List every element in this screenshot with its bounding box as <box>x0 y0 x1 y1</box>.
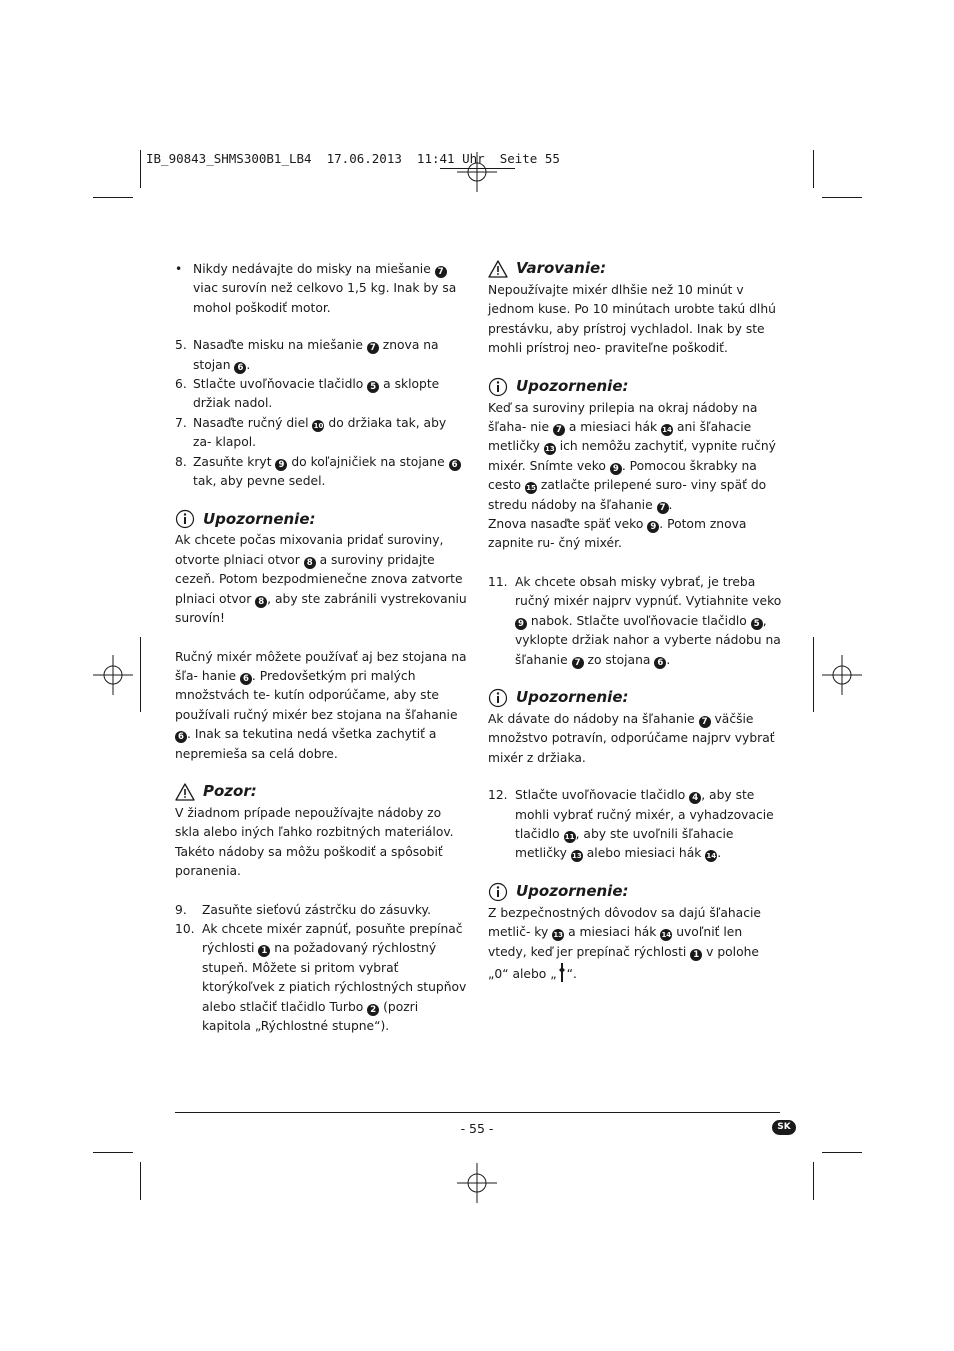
info-icon <box>488 377 510 397</box>
page-number: - 55 - <box>460 1121 494 1136</box>
part-number-badge: 9 <box>610 463 622 475</box>
part-number-badge: 6 <box>654 657 666 669</box>
print-header: IB_90843_SHMS300B1_LB4 17.06.2013 11:41 Uhr Seite 55 <box>146 151 560 166</box>
crop-mark <box>813 1162 814 1200</box>
part-number-badge: 15 <box>526 484 536 493</box>
step-item: 8. Zasuňte kryt 9 do koľajničiek na stojane 6 tak, aby pevne sedel. <box>175 453 467 492</box>
note-block: Upozornenie: Z bezpečnostných dôvodov sa dajú šľahacie metlič- ky 13 a miesiaci hák 14 uvoľniť len vtedy, keď jer prepínač rýchlosti 1 v polohe „0“ alebo „ “. <box>488 882 783 991</box>
part-number-badge: 6 <box>240 673 252 685</box>
footer-rule <box>175 1112 780 1113</box>
part-number-badge: 6 <box>175 731 187 743</box>
part-number-badge: 14 <box>706 852 717 861</box>
part-number-badge: 8 <box>304 557 316 569</box>
registration-crosshair-icon <box>93 655 133 695</box>
part-number-badge: 9 <box>275 459 287 471</box>
step-item: 6. Stlačte uvoľňovacie tlačidlo 5 a sklopte držiak nadol. <box>175 377 440 411</box>
step-item: 11. Ak chcete obsah misky vybrať, je treba ručný mixér najprv vypnúť. Vytiahnite veko 9 nabok. Stlačte uvoľňovacie tlačidlo 5 , vyklopte držiak nahor a vyberte nádobu na šľahanie 7 zo stojana 6 . <box>488 574 782 668</box>
crop-mark <box>93 1152 133 1153</box>
crop-mark <box>93 197 133 198</box>
warning-block: Varovanie: Nepoužívajte mixér dlhšie než 10 minút v jednom kuse. Po 10 minútach urobte takú dlhú prestávku, aby prístroj vychladol. Inak by ste mohli prístroj neo- praviteľne poškodiť. <box>488 259 776 356</box>
part-number-badge: 4 <box>689 792 701 804</box>
part-number-badge: 6 <box>234 362 246 374</box>
crop-mark <box>822 1152 862 1153</box>
crop-mark <box>140 637 141 712</box>
part-number-badge: 9 <box>647 521 659 533</box>
part-number-badge: 10 <box>313 421 324 430</box>
part-number-badge: 14 <box>662 426 672 435</box>
note-title: Upozornenie: <box>516 376 629 395</box>
crop-mark <box>822 197 862 198</box>
part-number-badge: 13 <box>571 852 582 861</box>
bullet-mark: • <box>175 262 183 276</box>
part-number-badge: 7 <box>699 716 711 728</box>
part-number-badge: 8 <box>255 596 267 608</box>
list-item: • Nikdy nedávajte do misky na miešanie 7 viac surovín než celkovo 1,5 kg. Inak by sa mohol poškodiť motor. <box>175 260 467 318</box>
part-number-badge: 13 <box>553 931 564 940</box>
part-number-badge: 1 <box>690 949 702 961</box>
part-number-badge: 6 <box>449 459 461 471</box>
part-number-badge: 5 <box>751 618 763 630</box>
part-number-badge: 1 <box>258 945 270 957</box>
note-block: Upozornenie: Keď sa suroviny prilepia na okraj nádoby na šľaha- nie 7 a miesiaci hák 14 ani šľahacie metličky 13 ich nemôžu zachytiť, vypnite ručný mixér. Snímte veko 9 . Pomocou škrabky na cesto 15 zatlačte prilepené suro- viny späť do stredu nádoby na šľahanie 7 . Znova nasaďte späť veko 9 . Potom znova zapnite ru- čný mixér. <box>488 376 776 551</box>
part-number-badge: 7 <box>657 502 669 514</box>
info-icon <box>488 882 510 902</box>
crop-mark <box>813 150 814 188</box>
registration-crosshair-icon <box>457 1163 497 1203</box>
caution-block: Pozor: V žiadnom prípade nepoužívajte nádoby zo skla alebo iných ľahko rozbitných materiálov. Takéto nádoby sa môžu poškodiť a spôsobiť poranenia. <box>175 782 454 879</box>
part-number-badge: 5 <box>367 381 379 393</box>
step-item: 9. Zasuňte sieťovú zástrčku do zásuvky. <box>175 902 431 917</box>
crop-mark <box>140 1162 141 1200</box>
step-item: 5. Nasaďte misku na miešanie 7 znova na stojan 6 . <box>175 338 439 373</box>
paragraph: Ručný mixér môžete používať aj bez stojana na šľa- hanie 6 . Predovšetkým pri malých množstvách te- kutín odporúčame, aby ste používali ručný mixér bez stojana na šľahanie 6 . Inak sa tekutina nedá všetka zachytiť a nepremieša sa celá dobre. <box>175 649 467 761</box>
note-block: Upozornenie: Ak dávate do nádoby na šľahanie 7 väčšie množstvo potravín, odporúčame najprv vybrať mixér z držiaka. <box>488 688 775 765</box>
part-number-badge: 11 <box>564 832 575 841</box>
note-title: Upozornenie: <box>516 688 629 707</box>
part-number-badge: 7 <box>367 342 379 354</box>
right-column <box>488 259 783 990</box>
warning-triangle-icon <box>175 782 197 802</box>
unlock-position-icon <box>558 962 566 990</box>
registration-crosshair-icon <box>822 655 862 695</box>
crop-mark <box>140 150 141 188</box>
registration-crosshair-icon <box>457 152 497 192</box>
warning-title: Varovanie: <box>516 259 607 278</box>
part-number-badge: 14 <box>661 931 672 940</box>
note-title: Upozornenie: <box>516 882 629 901</box>
language-badge: SK <box>772 1120 796 1135</box>
part-number-badge: 13 <box>544 445 555 454</box>
part-number-badge: 7 <box>553 424 565 436</box>
step-item: 12. Stlačte uvoľňovacie tlačidlo 4 , aby ste mohli vybrať ručný mixér, a vyhadzovacie tlačidlo 11, aby ste uvoľnili šľahacie metličky 13 alebo miesiaci hák 14. <box>488 788 774 861</box>
info-icon <box>175 509 197 529</box>
part-number-badge: 7 <box>572 657 584 669</box>
part-number-badge: 9 <box>515 618 527 630</box>
note-block: Upozornenie: Ak chcete počas mixovania pridať suroviny, otvorte plniaci otvor 8 a suroviny pridajte cezeň. Potom bezpodmienečne znova zatvorte plniaci otvor 8 , aby ste zabránili vystrekovaniu surovín! <box>175 509 467 626</box>
step-item: 10. Ak chcete mixér zapnúť, posuňte prepínač rýchlosti 1 na požadovaný rýchlostný stupeň. Môžete si pritom vybrať ktorýkoľvek z piatich rýchlostných stupňov alebo stlačiť tlačidlo Turbo 2 (pozri kapitola „Rýchlostné stupne“). <box>175 921 467 1033</box>
left-column <box>175 260 467 1036</box>
info-icon <box>488 688 510 708</box>
step-item: 7. Nasaďte ručný diel 10 do držiaka tak, aby za- klapol. <box>175 415 447 450</box>
note-title: Upozornenie: <box>203 509 316 528</box>
part-number-badge: 2 <box>367 1004 379 1016</box>
part-number-badge: 7 <box>435 266 447 278</box>
warning-triangle-icon <box>488 259 510 279</box>
caution-title: Pozor: <box>203 782 257 801</box>
crop-mark <box>813 637 814 712</box>
